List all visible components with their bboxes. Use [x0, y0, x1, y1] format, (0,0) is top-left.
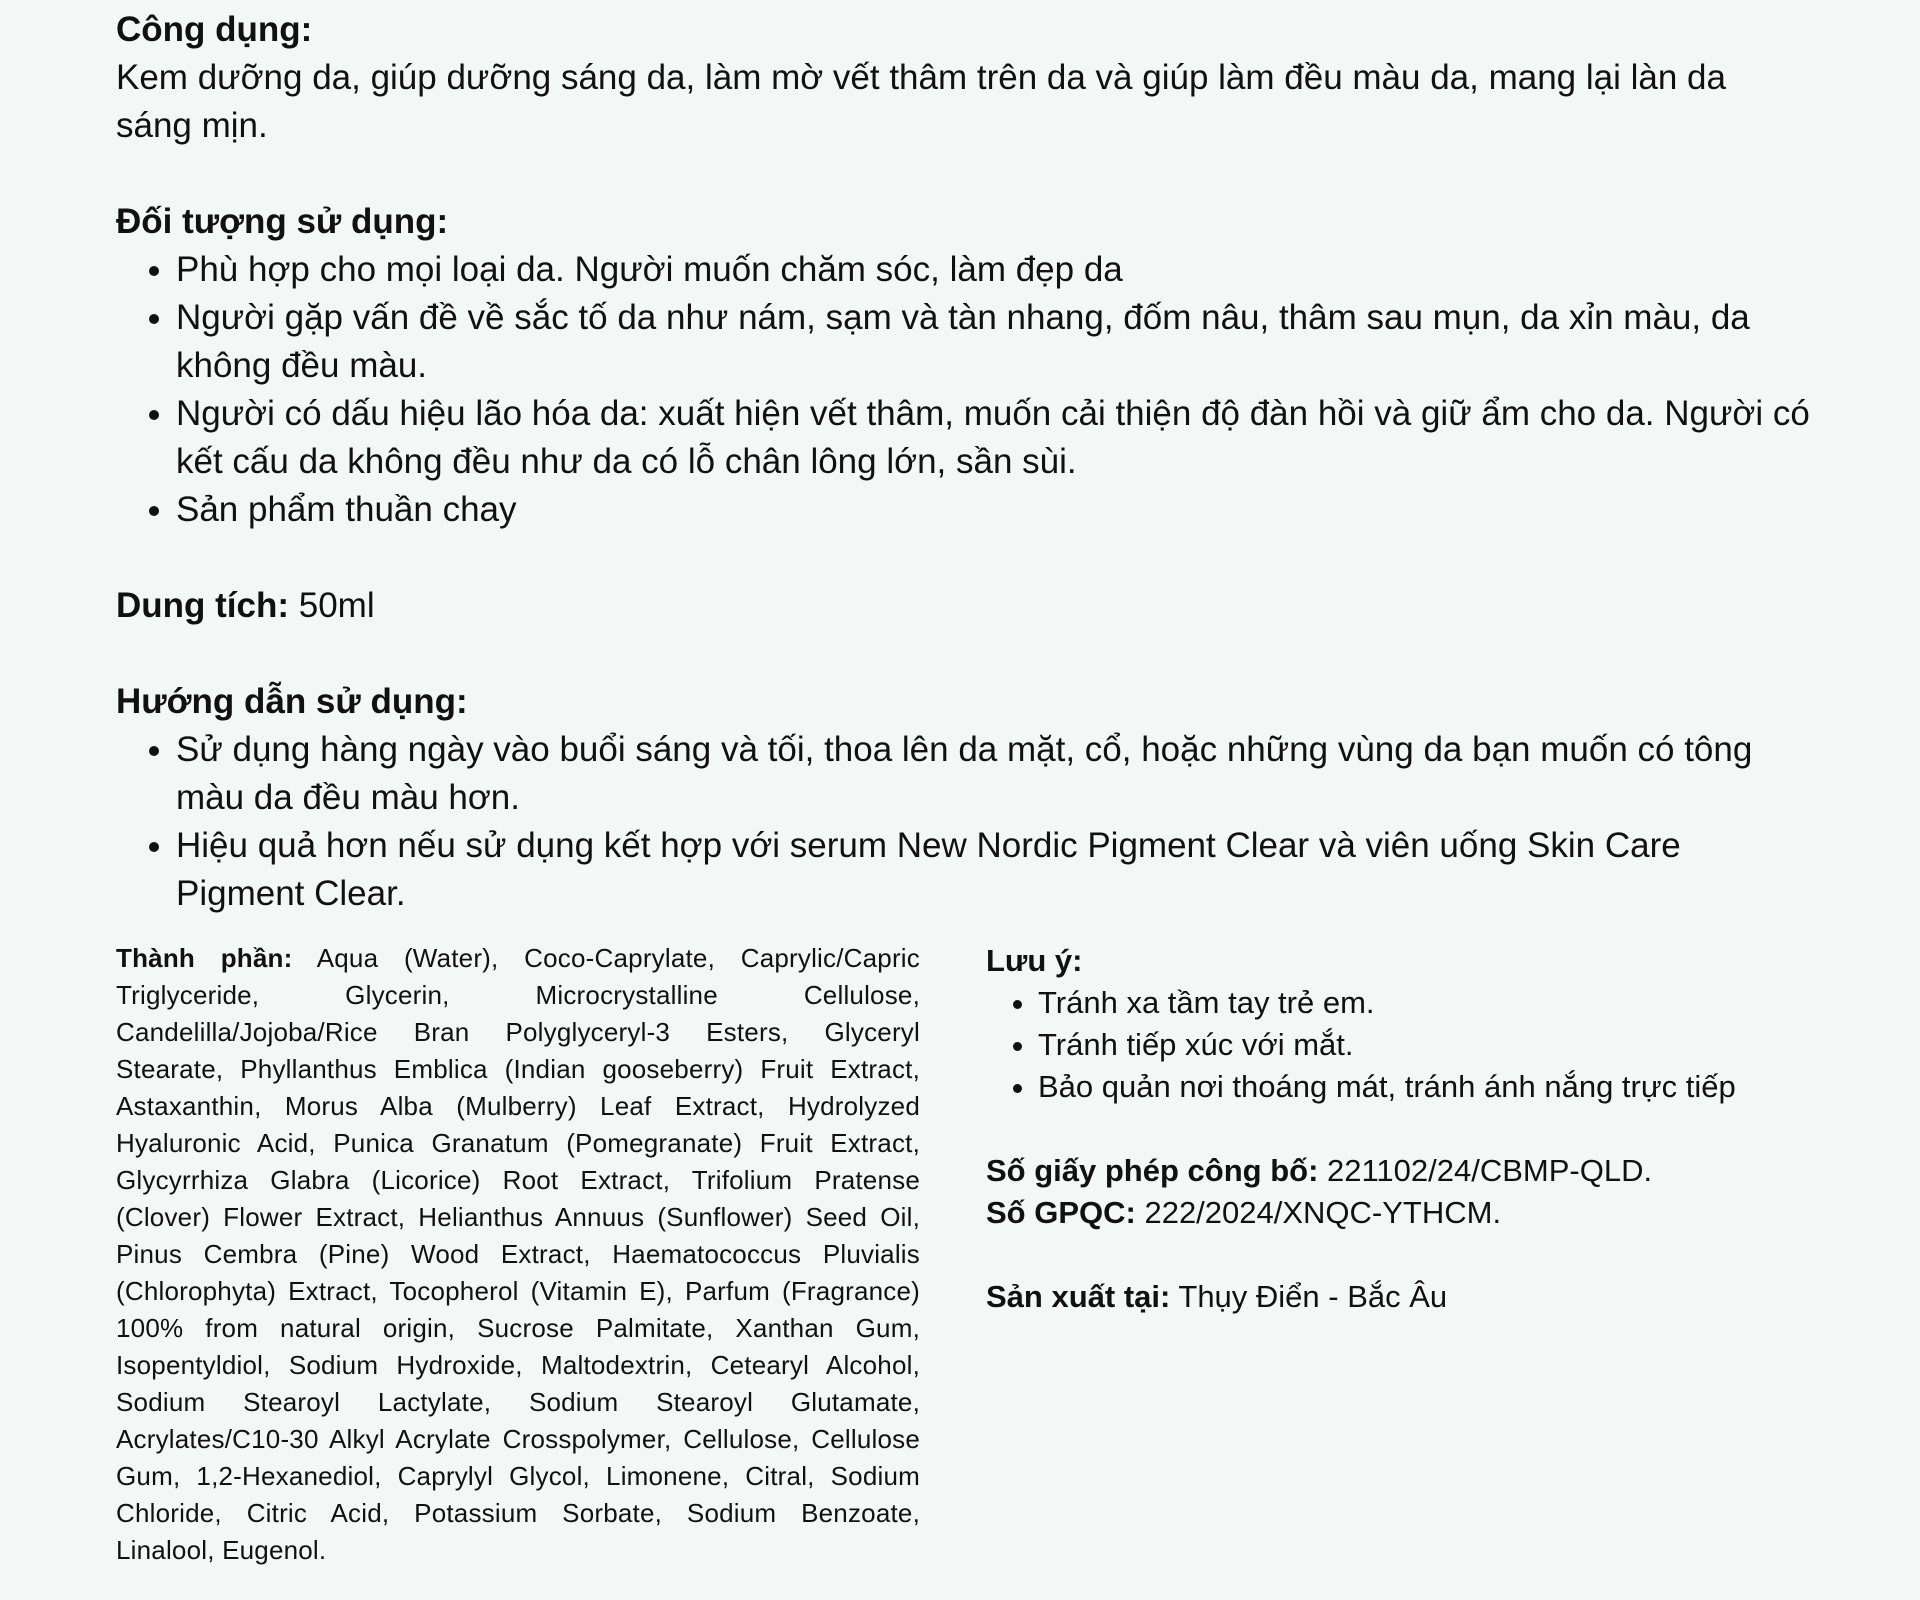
ingredients-text: Aqua (Water), Coco-Caprylate, Caprylic/Capric Triglyceride, Glycerin, Microcrystalline Cellulose, Candelilla/Jojoba/Rice Bran Polyglyceryl-3 Esters, Glyceryl Stearate, Phyllanthus Emblica (Indian gooseberry) Fruit Extract, Astaxanthin, Morus Alba (Mulberry) Leaf Extract, Hydrolyzed Hyaluronic Acid, Punica Granatum (Pomegranate) Fruit Extract, Glycyrrhiza Glabra (Licorice) Root Extract, Trifolium Pratense (Clover) Flower Extract, Helianthus Annuus (Sunflower) Seed Oil, Pinus Cembra (Pine) Wood Extract, Haematococcus Pluvialis (Chlorophyta) Extract, Tocopherol (Vitamin E), Parfum (Fragrance) 100% from natural origin, Sucrose Palmitate, Xanthan Gum, Isopentyldiol, Sodium Hydroxide, Maltodextrin, Cetearyl Alcohol, Sodium Stearoyl Lactylate, Sodium Stearoyl Glutamate, Acrylates/C10-30 Alkyl Acrylate Crosspolymer, Cellulose, Cellulose Gum, 1,2-Hexanediol, Caprylyl Glycol, Limonene, Citral, Sodium Chloride, Citric Acid, Potassium Sorbate, Sodium Benzoate, Linalool, Eugenol. [116, 943, 920, 1565]
spacer [116, 150, 1810, 198]
volume-value: 50ml [289, 586, 375, 625]
spacer [116, 534, 1810, 582]
spacer [986, 1108, 1806, 1150]
audience-list [116, 246, 1810, 534]
ad-license-line [986, 1192, 1806, 1234]
notes-heading: Lưu ý: [986, 943, 1083, 978]
audience-section [116, 198, 1810, 534]
ingredients-block [116, 940, 920, 1569]
origin-line [986, 1276, 1806, 1318]
list-item: • Phù hợp cho mọi loại da. Người muốn chăm sóc, làm đẹp da [176, 246, 1810, 294]
license-value: 221102/24/CBMP-QLD. [1318, 1153, 1653, 1188]
instructions-heading: Hướng dẫn sử dụng: [116, 682, 468, 721]
list-item: • Người gặp vấn đề về sắc tố da như nám, sạm và tàn nhang, đốm nâu, thâm sau mụn, da xỉn màu, da không đều màu. [176, 294, 1810, 390]
list-item: • Tránh tiếp xúc với mắt. [1038, 1024, 1806, 1066]
list-item: • Sản phẩm thuần chay [176, 486, 1810, 534]
notes-block [986, 940, 1806, 1569]
spacer [986, 1234, 1806, 1276]
list-item: • Sử dụng hàng ngày vào buổi sáng và tối, thoa lên da mặt, cổ, hoặc những vùng da bạn muốn có tông màu da đều màu hơn. [176, 726, 1810, 822]
instructions-section [116, 678, 1810, 918]
volume-section [116, 582, 1810, 630]
list-item: • Bảo quản nơi thoáng mát, tránh ánh nắng trực tiếp [1038, 1066, 1806, 1108]
uses-section [116, 6, 1810, 150]
uses-text: Kem dưỡng da, giúp dưỡng sáng da, làm mờ vết thâm trên da và giúp làm đều màu da, mang lại làn da sáng mịn. [116, 58, 1726, 145]
license-label: Số giấy phép công bố: [986, 1153, 1319, 1188]
spacer [116, 630, 1810, 678]
notes-list [986, 982, 1806, 1108]
volume-label: Dung tích: [116, 586, 290, 625]
origin-label: Sản xuất tại: [986, 1279, 1171, 1314]
bottom-columns [116, 940, 1810, 1569]
license-line [986, 1150, 1806, 1192]
uses-heading: Công dụng: [116, 10, 313, 49]
ad-license-label: Số GPQC: [986, 1195, 1136, 1230]
list-item: • Tránh xa tầm tay trẻ em. [1038, 982, 1806, 1024]
list-item: • Hiệu quả hơn nếu sử dụng kết hợp với serum New Nordic Pigment Clear và viên uống Skin Care Pigment Clear. [176, 822, 1810, 918]
instructions-list [116, 726, 1810, 918]
ad-license-value: 222/2024/XNQC-YTHCM. [1135, 1195, 1502, 1230]
audience-heading: Đối tượng sử dụng: [116, 202, 449, 241]
ingredients-label: Thành phần: [116, 943, 293, 973]
origin-value: Thụy Điển - Bắc Âu [1170, 1279, 1448, 1314]
list-item: • Người có dấu hiệu lão hóa da: xuất hiện vết thâm, muốn cải thiện độ đàn hồi và giữ ẩm cho da. Người có kết cấu da không đều như da có lỗ chân lông lớn, sần sùi. [176, 390, 1810, 486]
